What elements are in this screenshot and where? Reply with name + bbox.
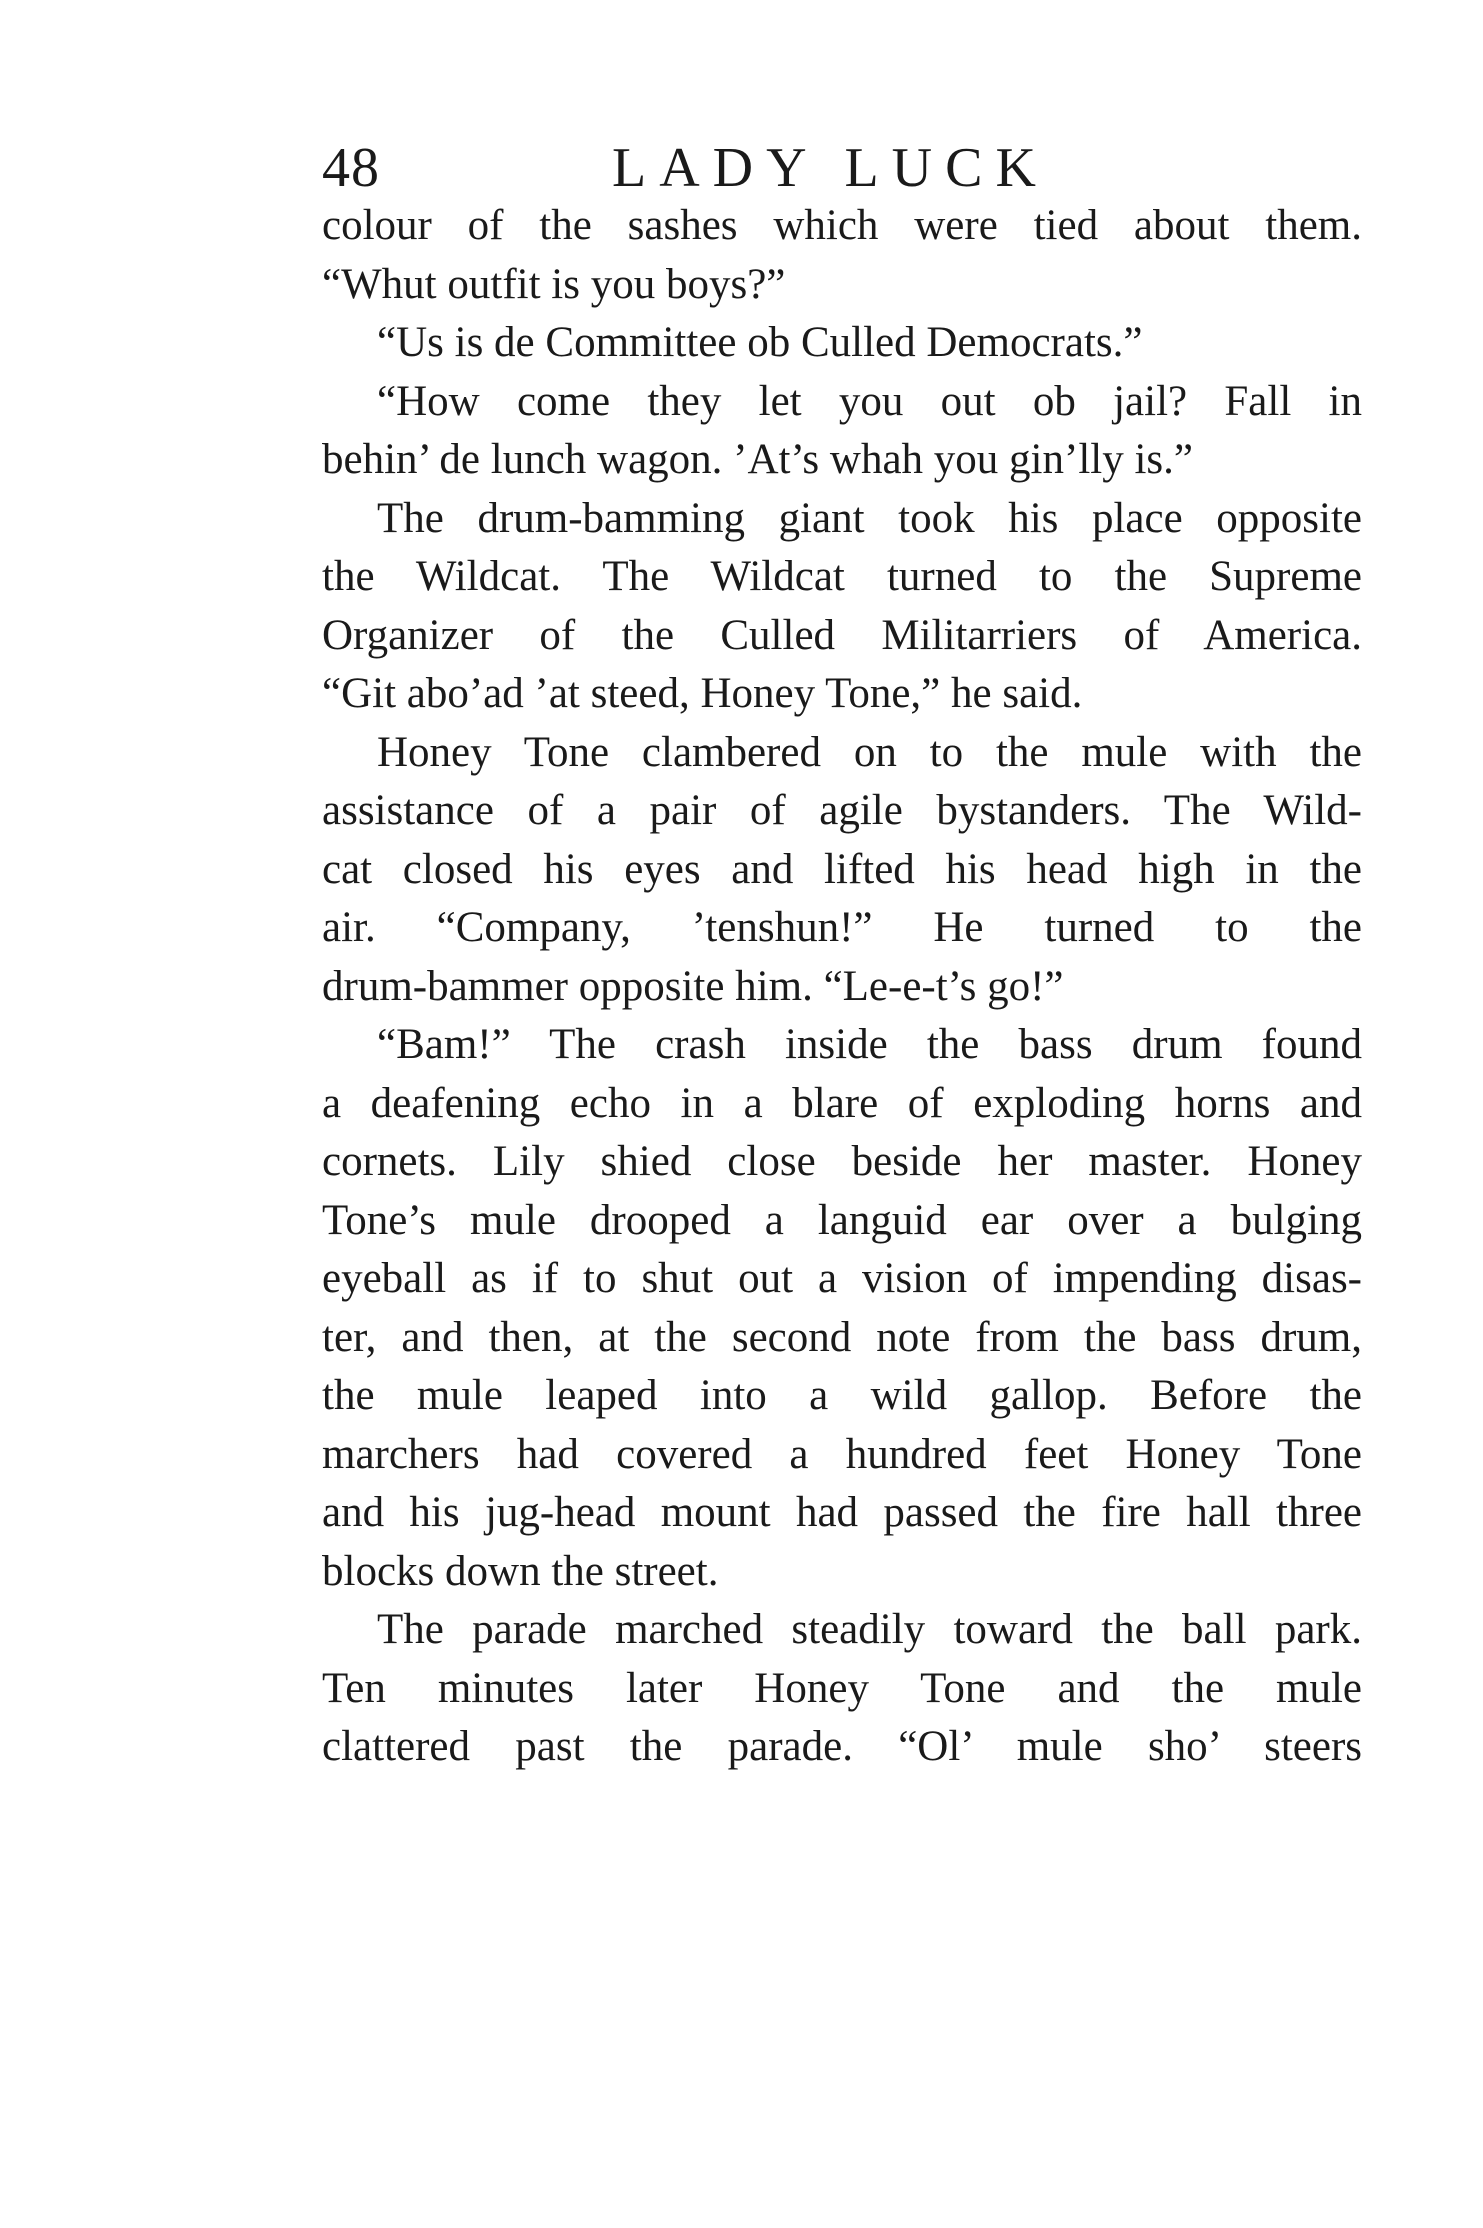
- page-number: 48: [322, 137, 380, 199]
- text-line: cornets. Lily shied close beside her master. Honey: [322, 1138, 1362, 1185]
- text-line: the Wildcat. The Wildcat turned to the Supreme: [322, 553, 1362, 600]
- text-line: assistance of a pair of agile bystanders. The Wild-: [322, 787, 1362, 834]
- text-line: Tone’s mule drooped a languid ear over a bulging: [322, 1196, 1362, 1244]
- text-line: ter, and then, at the second note from the bass drum,: [322, 1313, 1362, 1361]
- text-line: Ten minutes later Honey Tone and the mule: [322, 1664, 1362, 1712]
- text-line: “Bam!” The crash inside the bass drum found: [377, 1021, 1362, 1068]
- text-line: cat closed his eyes and lifted his head high in the: [322, 845, 1362, 893]
- body-text: [322, 197, 1362, 1777]
- text-line: Organizer of the Culled Militarriers of America.: [322, 611, 1362, 659]
- text-line: the mule leaped into a wild gallop. Before the: [322, 1372, 1362, 1419]
- text-line: blocks down the street.: [322, 1547, 719, 1595]
- text-line: “Git abo’ad ’at steed, Honey Tone,” he said.: [322, 670, 1083, 717]
- text-line: a deafening echo in a blare of exploding horns and: [322, 1079, 1362, 1127]
- text-line: air. “Company, ’tenshun!” He turned to the: [322, 904, 1362, 951]
- text-line: colour of the sashes which were tied about them.: [322, 202, 1362, 249]
- text-line: clattered past the parade. “Ol’ mule sho’ steers: [322, 1723, 1362, 1770]
- text-line: marchers had covered a hundred feet Honey Tone: [322, 1430, 1362, 1478]
- text-line: The drum-bamming giant took his place opposite: [377, 494, 1362, 542]
- page-header: [322, 128, 1362, 208]
- text-line: behin’ de lunch wagon. ’At’s whah you gin’lly is.”: [322, 436, 1193, 483]
- text-line: eyeball as if to shut out a vision of impending disas-: [322, 1255, 1362, 1302]
- text-line: and his jug-head mount had passed the fire hall three: [322, 1489, 1362, 1536]
- text-line: “Us is de Committee ob Culled Democrats.”: [377, 319, 1143, 366]
- text-line: “How come they let you out ob jail? Fall in: [377, 377, 1362, 425]
- text-line: drum-bammer opposite him. “Le-e-t’s go!”: [322, 962, 1064, 1010]
- text-line: The parade marched steadily toward the ball park.: [377, 1606, 1362, 1653]
- text-line: Honey Tone clambered on to the mule with the: [377, 728, 1362, 776]
- running-head: LADY LUCK: [612, 137, 1049, 199]
- text-line: “Whut outfit is you boys?”: [322, 260, 786, 308]
